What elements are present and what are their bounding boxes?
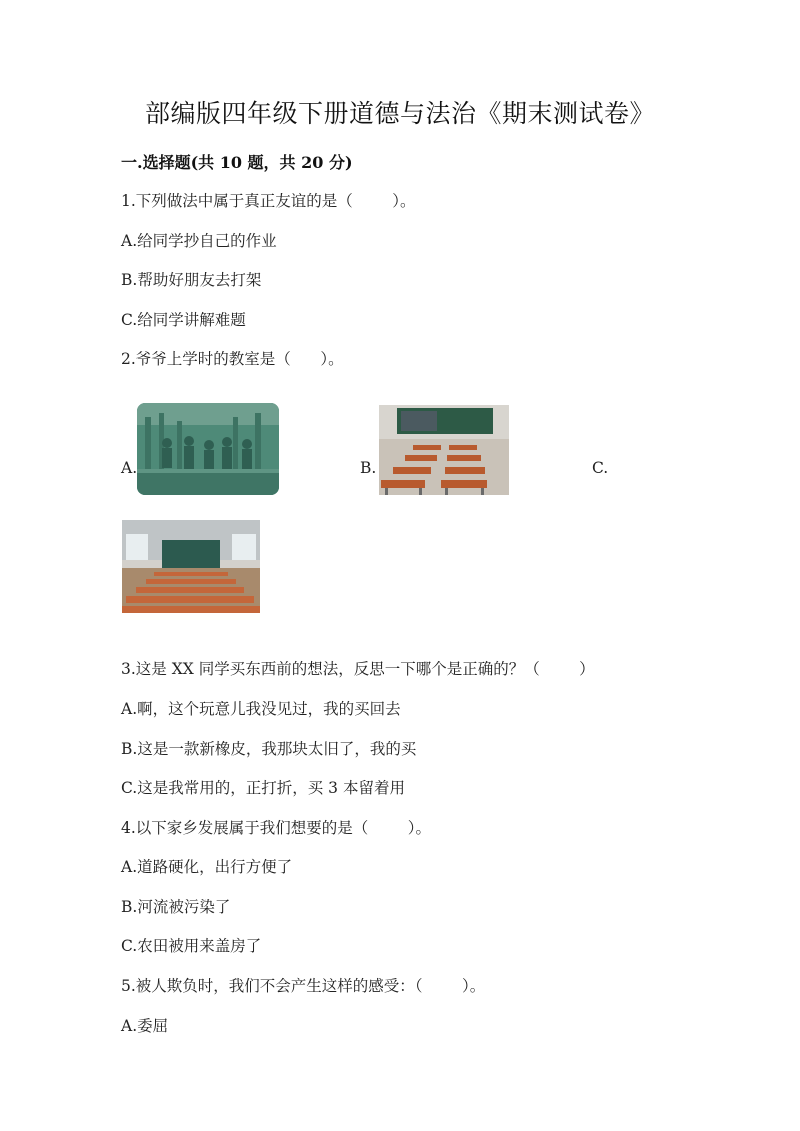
question-1-stem: 1.下列做法中属于真正友谊的是（ ）。 — [121, 192, 416, 210]
question-2-option-b-label: B. — [360, 459, 377, 477]
question-1-option-a: A.给同学抄自己的作业 — [121, 232, 277, 250]
question-3-option-a: A.啊，这个玩意儿我没见过，我的买回去 — [121, 700, 401, 718]
question-3-option-b: B.这是一款新橡皮，我那块太旧了，我的买 — [121, 740, 417, 758]
section-heading: 一.选择题(共 10 题，共 20 分) — [121, 153, 353, 172]
question-4-option-c: C.农田被用来盖房了 — [121, 937, 262, 955]
lecture-hall-photo — [122, 520, 260, 613]
modern-classroom-photo — [379, 405, 509, 495]
question-4-option-a: A.道路硬化，出行方便了 — [121, 858, 293, 876]
question-5-option-a: A.委屈 — [121, 1017, 169, 1035]
question-2-stem: 2.爷爷上学时的教室是（ ）。 — [121, 350, 344, 368]
question-2-option-c-label: C. — [592, 459, 609, 477]
question-4-stem: 4.以下家乡发展属于我们想要的是（ ）。 — [121, 819, 431, 837]
question-3-stem: 3.这是 XX 同学买东西前的想法，反思一下哪个是正确的？（ ） — [121, 660, 595, 678]
question-3-option-c: C.这是我常用的，正打折，买 3 本留着用 — [121, 779, 405, 797]
question-1-option-b: B.帮助好朋友去打架 — [121, 271, 262, 289]
question-4-option-b: B.河流被污染了 — [121, 898, 231, 916]
question-1-option-c: C.给同学讲解难题 — [121, 311, 246, 329]
page-title: 部编版四年级下册道德与法治《期末测试卷》 — [144, 99, 655, 128]
question-5-stem: 5.被人欺负时，我们不会产生这样的感受：（ ）。 — [121, 977, 486, 995]
question-2-option-a-label: A. — [121, 459, 138, 477]
old-classroom-photo — [137, 403, 279, 495]
